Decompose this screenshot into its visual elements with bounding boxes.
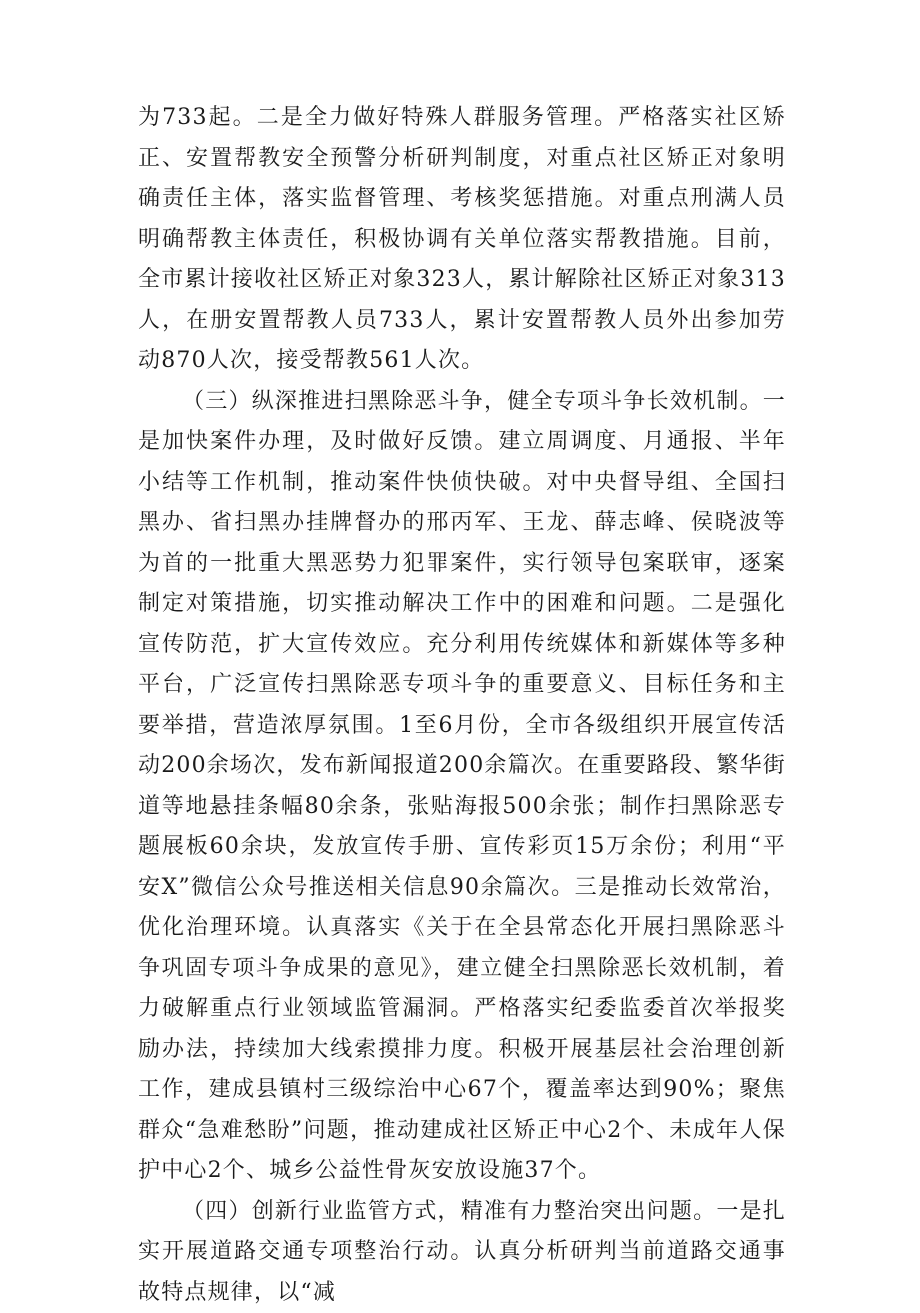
paragraph-2: （三）纵深推进扫黑除恶斗争，健全专项斗争长效机制。一是加快案件办理，及时做好反馈。建立周调度、月通报、半年小结等工作机制，推动案件快侦快破。对中央督导组、全国扫黑办、省扫黑办挂牌督办的邢丙军、王龙、薛志峰、侯晓波等为首的一批重大黑恶势力犯罪案件，实行领导包案联审，逐案制定对策措施，切实推动解决工作中的困难和问题。二是强化宣传防范，扩大宣传效应。充分利用传统媒体和新媒体等多种平台，广泛宣传扫黑除恶专项斗争的重要意义、目标任务和主要举措，营造浓厚氛围。1至6月份，全市各级组织开展宣传活动200余场次，发布新闻报道200余篇次。在重要路段、繁华街道等地悬挂条幅80余条，张贴海报500余张；制作扫黑除恶专题展板60余块，发放宣传手册、宣传彩页15万余份；利用“平安X”微信公众号推送相关信息90余篇次。三是推动长效常治，优化治理环境。认真落实《关于在全县常态化开展扫黑除恶斗争巩固专项斗争成果的意见》，建立健全扫黑除恶长效机制，着力破解重点行业领域监管漏洞。严格落实纪委监委首次举报奖励办法，持续加大线索摸排力度。积极开展基层社会治理创新工作，建成县镇村三级综治中心67个，覆盖率达到90%；聚焦群众“急难愁盼”问题，推动建成社区矫正中心2个、未成年人保护中心2个、城乡公益性骨灰安放设施37个。 [138,382,786,1192]
paragraph-3: （四）创新行业监管方式，精准有力整治突出问题。一是扎实开展道路交通专项整治行动。认真分析研判当前道路交通事故特点规律，以“减 [138,1192,786,1313]
paragraph-1: 为733起。二是全力做好特殊人群服务管理。严格落实社区矫正、安置帮教安全预警分析研判制度，对重点社区矫正对象明确责任主体，落实监督管理、考核奖惩措施。对重点刑满人员明确帮教主体责任，积极协调有关单位落实帮教措施。目前，全市累计接收社区矫正对象323人，累计解除社区矫正对象313人，在册安置帮教人员733人，累计安置帮教人员外出参加劳动870人次，接受帮教561人次。 [138,98,786,382]
document-body [138,98,786,1313]
